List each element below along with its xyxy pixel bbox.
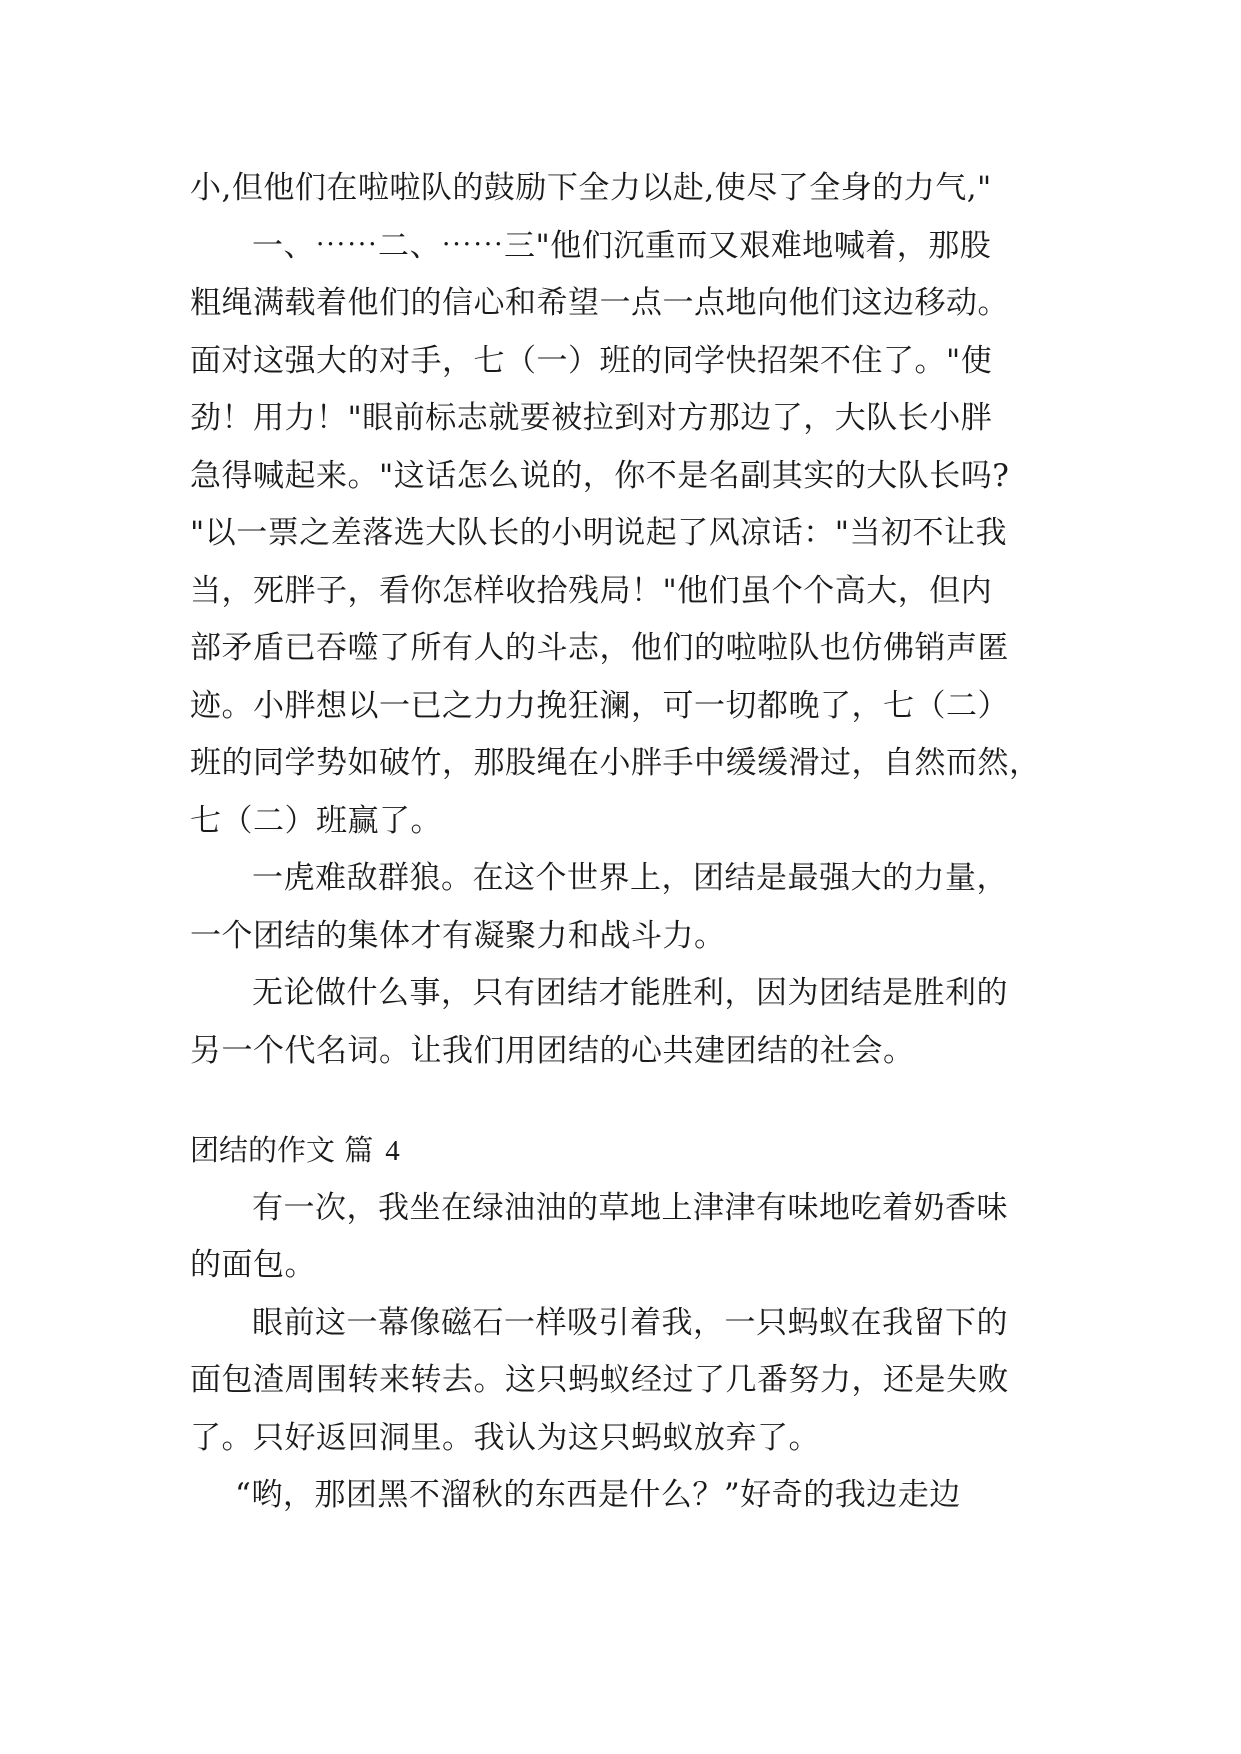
section-heading-title: 团结的作文 篇 bbox=[190, 1133, 374, 1167]
text-line: 部矛盾已吞噬了所有人的斗志，他们的啦啦队也仿佛销声匿 bbox=[190, 630, 1009, 666]
text-line: 面包渣周围转来转去。这只蚂蚁经过了几番努力，还是失败 bbox=[190, 1362, 1009, 1398]
section-spacer bbox=[190, 1080, 1070, 1122]
paragraph-unity-strength bbox=[190, 850, 1070, 965]
text-line: 一个团结的集体才有凝聚力和战斗力。 bbox=[190, 917, 726, 954]
document-body bbox=[190, 160, 1070, 1525]
text-line: 一、⋯⋯二、⋯⋯三"他们沉重而又艰难地喊着，那股 bbox=[252, 227, 992, 264]
section-heading bbox=[190, 1122, 1070, 1180]
text-line: 粗绳满载着他们的信心和希望一点一点地向他们这边移动。 bbox=[190, 285, 1009, 321]
text-line: 小,但他们在啦啦队的鼓励下全力以赴,使尽了全身的力气," bbox=[190, 170, 992, 206]
text-line: 了。只好返回洞里。我认为这只蚂蚁放弃了。 bbox=[190, 1419, 820, 1456]
text-line: 的面包。 bbox=[190, 1247, 316, 1283]
text-line: 班的同学势如破竹，那股绳在小胖手中缓缓滑过，自然而然， bbox=[190, 745, 1041, 781]
text-line: 七（二）班赢了。 bbox=[190, 802, 442, 839]
text-line: 一虎难敌群狼。在这个世界上，团结是最强大的力量， bbox=[252, 860, 1008, 896]
paragraph-grass-bread bbox=[190, 1180, 1070, 1295]
text-line: 有一次，我坐在绿油油的草地上津津有味地吃着奶香味 bbox=[252, 1189, 1008, 1226]
paragraph-black-thing bbox=[190, 1467, 1070, 1525]
text-line: 急得喊起来。"这话怎么说的，你不是名副其实的大队长吗? bbox=[190, 457, 1010, 494]
section-heading-number: 4 bbox=[385, 1135, 400, 1167]
text-line: 眼前这一幕像磁石一样吸引着我，一只蚂蚁在我留下的 bbox=[252, 1304, 1008, 1341]
text-line: 劲！用力！"眼前标志就要被拉到对方那边了，大队长小胖 bbox=[190, 400, 993, 436]
paragraph-tug-of-war bbox=[190, 160, 1070, 850]
paragraph-ant bbox=[190, 1295, 1070, 1468]
text-line: 另一个代名词。让我们用团结的心共建团结的社会。 bbox=[190, 1032, 915, 1069]
paragraph-unity-victory bbox=[190, 965, 1070, 1080]
text-line: "以一票之差落选大队长的小明说起了风凉话："当初不让我 bbox=[190, 515, 1008, 551]
text-line: 无论做什么事，只有团结才能胜利，因为团结是胜利的 bbox=[252, 975, 1008, 1011]
text-line: “哟，那团黑不溜秋的东西是什么？”好奇的我边走边 bbox=[235, 1477, 961, 1513]
text-line: 当，死胖子，看你怎样收拾残局！"他们虽个个高大，但内 bbox=[190, 572, 993, 609]
text-line: 迹。小胖想以一已之力力挽狂澜，可一切都晚了，七（二） bbox=[190, 687, 1009, 724]
text-line: 面对这强大的对手，七（一）班的同学快招架不住了。"使 bbox=[190, 342, 993, 379]
